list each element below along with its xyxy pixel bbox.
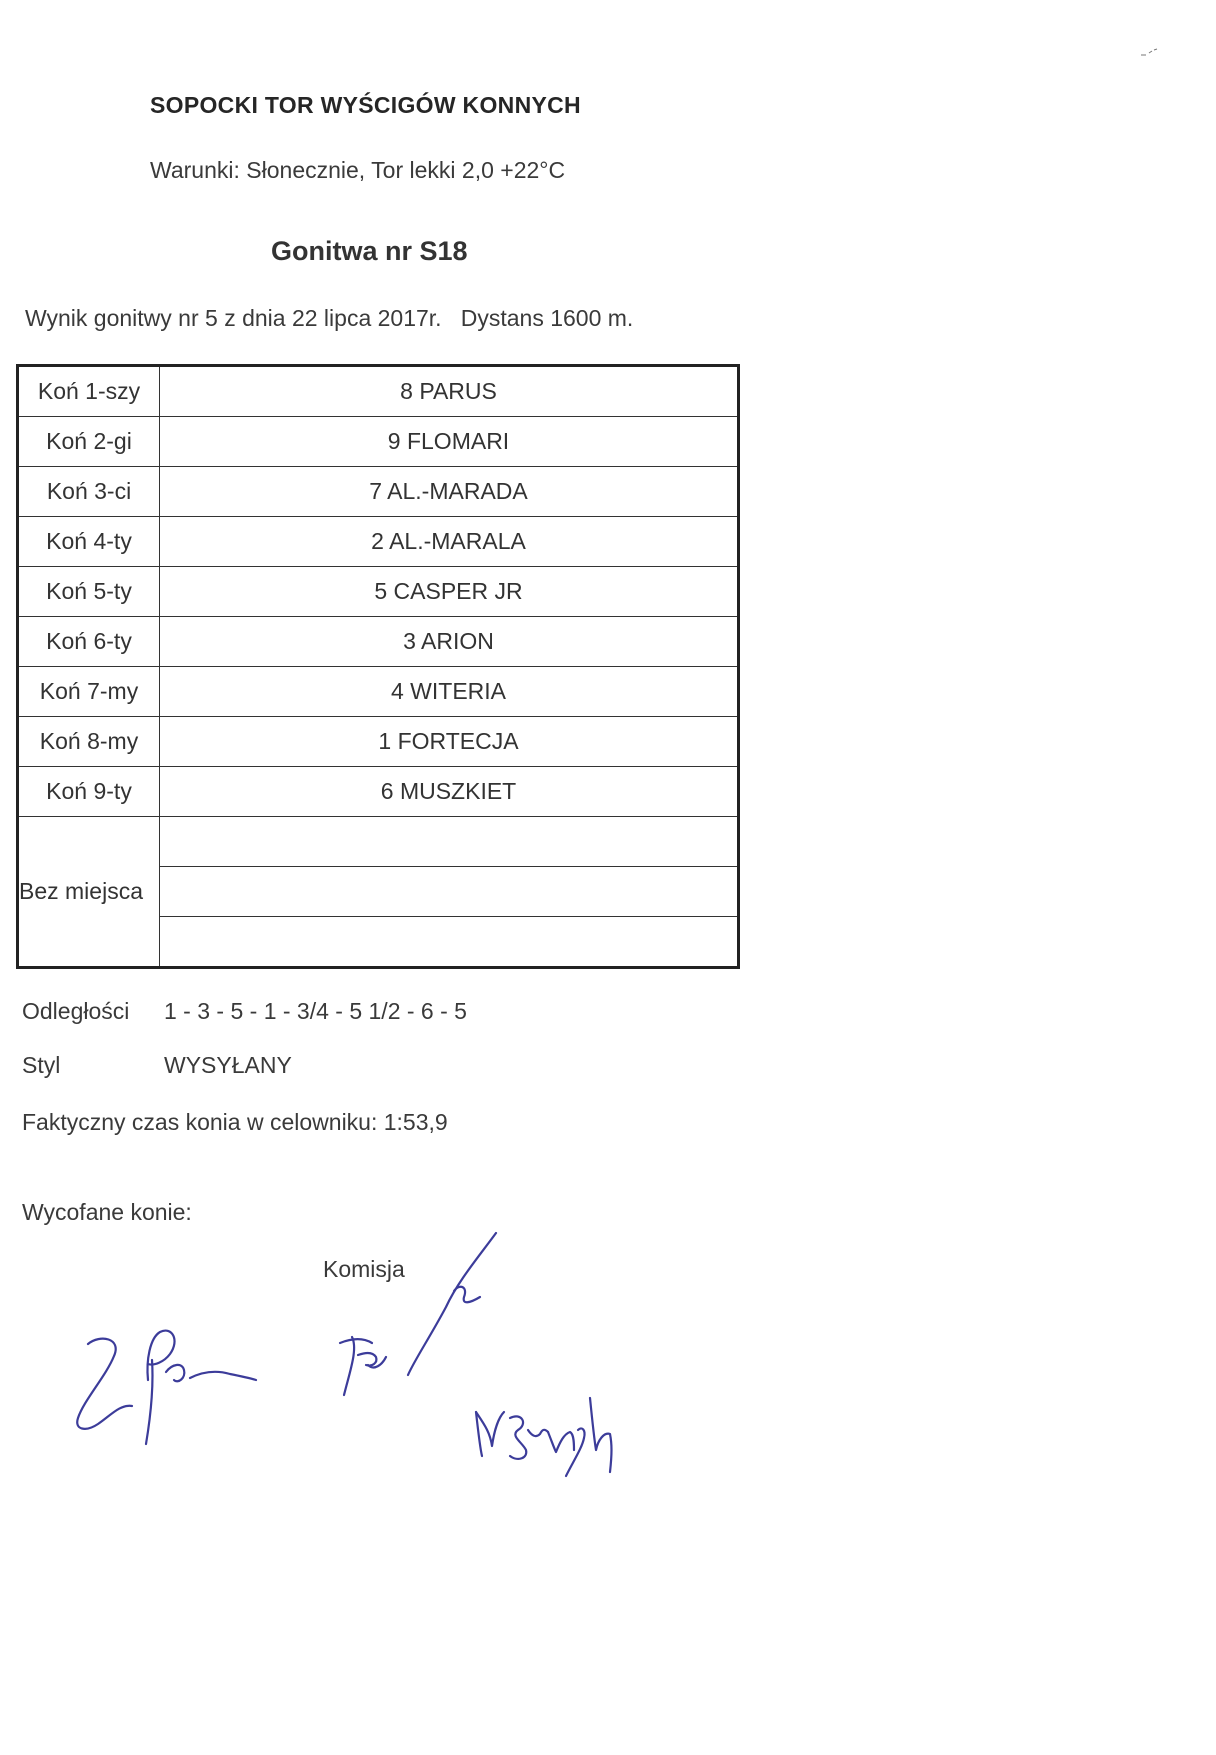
table-row (18, 467, 739, 517)
style-value: WYSYŁANY (164, 1052, 292, 1078)
commission-label: Komisja (323, 1256, 405, 1282)
organization-title: SOPOCKI TOR WYŚCIGÓW KONNYCH (150, 92, 581, 118)
position-cell: Koń 7-my (18, 667, 160, 717)
table-row (18, 417, 739, 467)
signature-2 (330, 1225, 510, 1405)
horse-cell: 2 AL.-MARALA (160, 517, 739, 567)
signature-1 (70, 1320, 270, 1450)
race-conditions: Warunki: Słonecznie, Tor lekki 2,0 +22°C (150, 157, 566, 183)
unplaced-entry (160, 817, 739, 867)
table-row (18, 717, 739, 767)
table-row (18, 366, 739, 417)
position-cell: Koń 9-ty (18, 767, 160, 817)
horse-cell: 8 PARUS (160, 366, 739, 417)
position-cell: Koń 6-ty (18, 617, 160, 667)
horse-cell: 6 MUSZKIET (160, 767, 739, 817)
distances-label: Odległości (22, 998, 130, 1024)
unplaced-label: Bez miejsca (18, 817, 160, 968)
race-title: Gonitwa nr S18 (271, 236, 468, 266)
horse-cell: 9 FLOMARI (160, 417, 739, 467)
signature-3 (470, 1390, 620, 1490)
position-cell: Koń 5-ty (18, 567, 160, 617)
table-row (18, 567, 739, 617)
results-table (16, 364, 740, 969)
table-row (18, 767, 739, 817)
table-row (18, 667, 739, 717)
position-cell: Koń 1-szy (18, 366, 160, 417)
horse-cell: 4 WITERIA (160, 667, 739, 717)
position-cell: Koń 8-my (18, 717, 160, 767)
position-cell: Koń 3-ci (18, 467, 160, 517)
horse-cell: 7 AL.-MARADA (160, 467, 739, 517)
position-cell: Koń 2-gi (18, 417, 160, 467)
unplaced-entry (160, 867, 739, 917)
table-row (18, 517, 739, 567)
unplaced-entry (160, 917, 739, 968)
table-row (18, 817, 739, 867)
distances-value: 1 - 3 - 5 - 1 - 3/4 - 5 1/2 - 6 - 5 (164, 998, 467, 1024)
finish-time: Faktyczny czas konia w celowniku: 1:53,9 (22, 1109, 448, 1135)
position-cell: Koń 4-ty (18, 517, 160, 567)
withdrawn-label: Wycofane konie: (22, 1199, 192, 1225)
horse-cell: 1 FORTECJA (160, 717, 739, 767)
table-row (18, 617, 739, 667)
style-label: Styl (22, 1052, 61, 1078)
scan-mark (1140, 48, 1158, 58)
horse-cell: 5 CASPER JR (160, 567, 739, 617)
result-summary: Wynik gonitwy nr 5 z dnia 22 lipca 2017r. Dystans 1600 m. (25, 305, 634, 331)
horse-cell: 3 ARION (160, 617, 739, 667)
